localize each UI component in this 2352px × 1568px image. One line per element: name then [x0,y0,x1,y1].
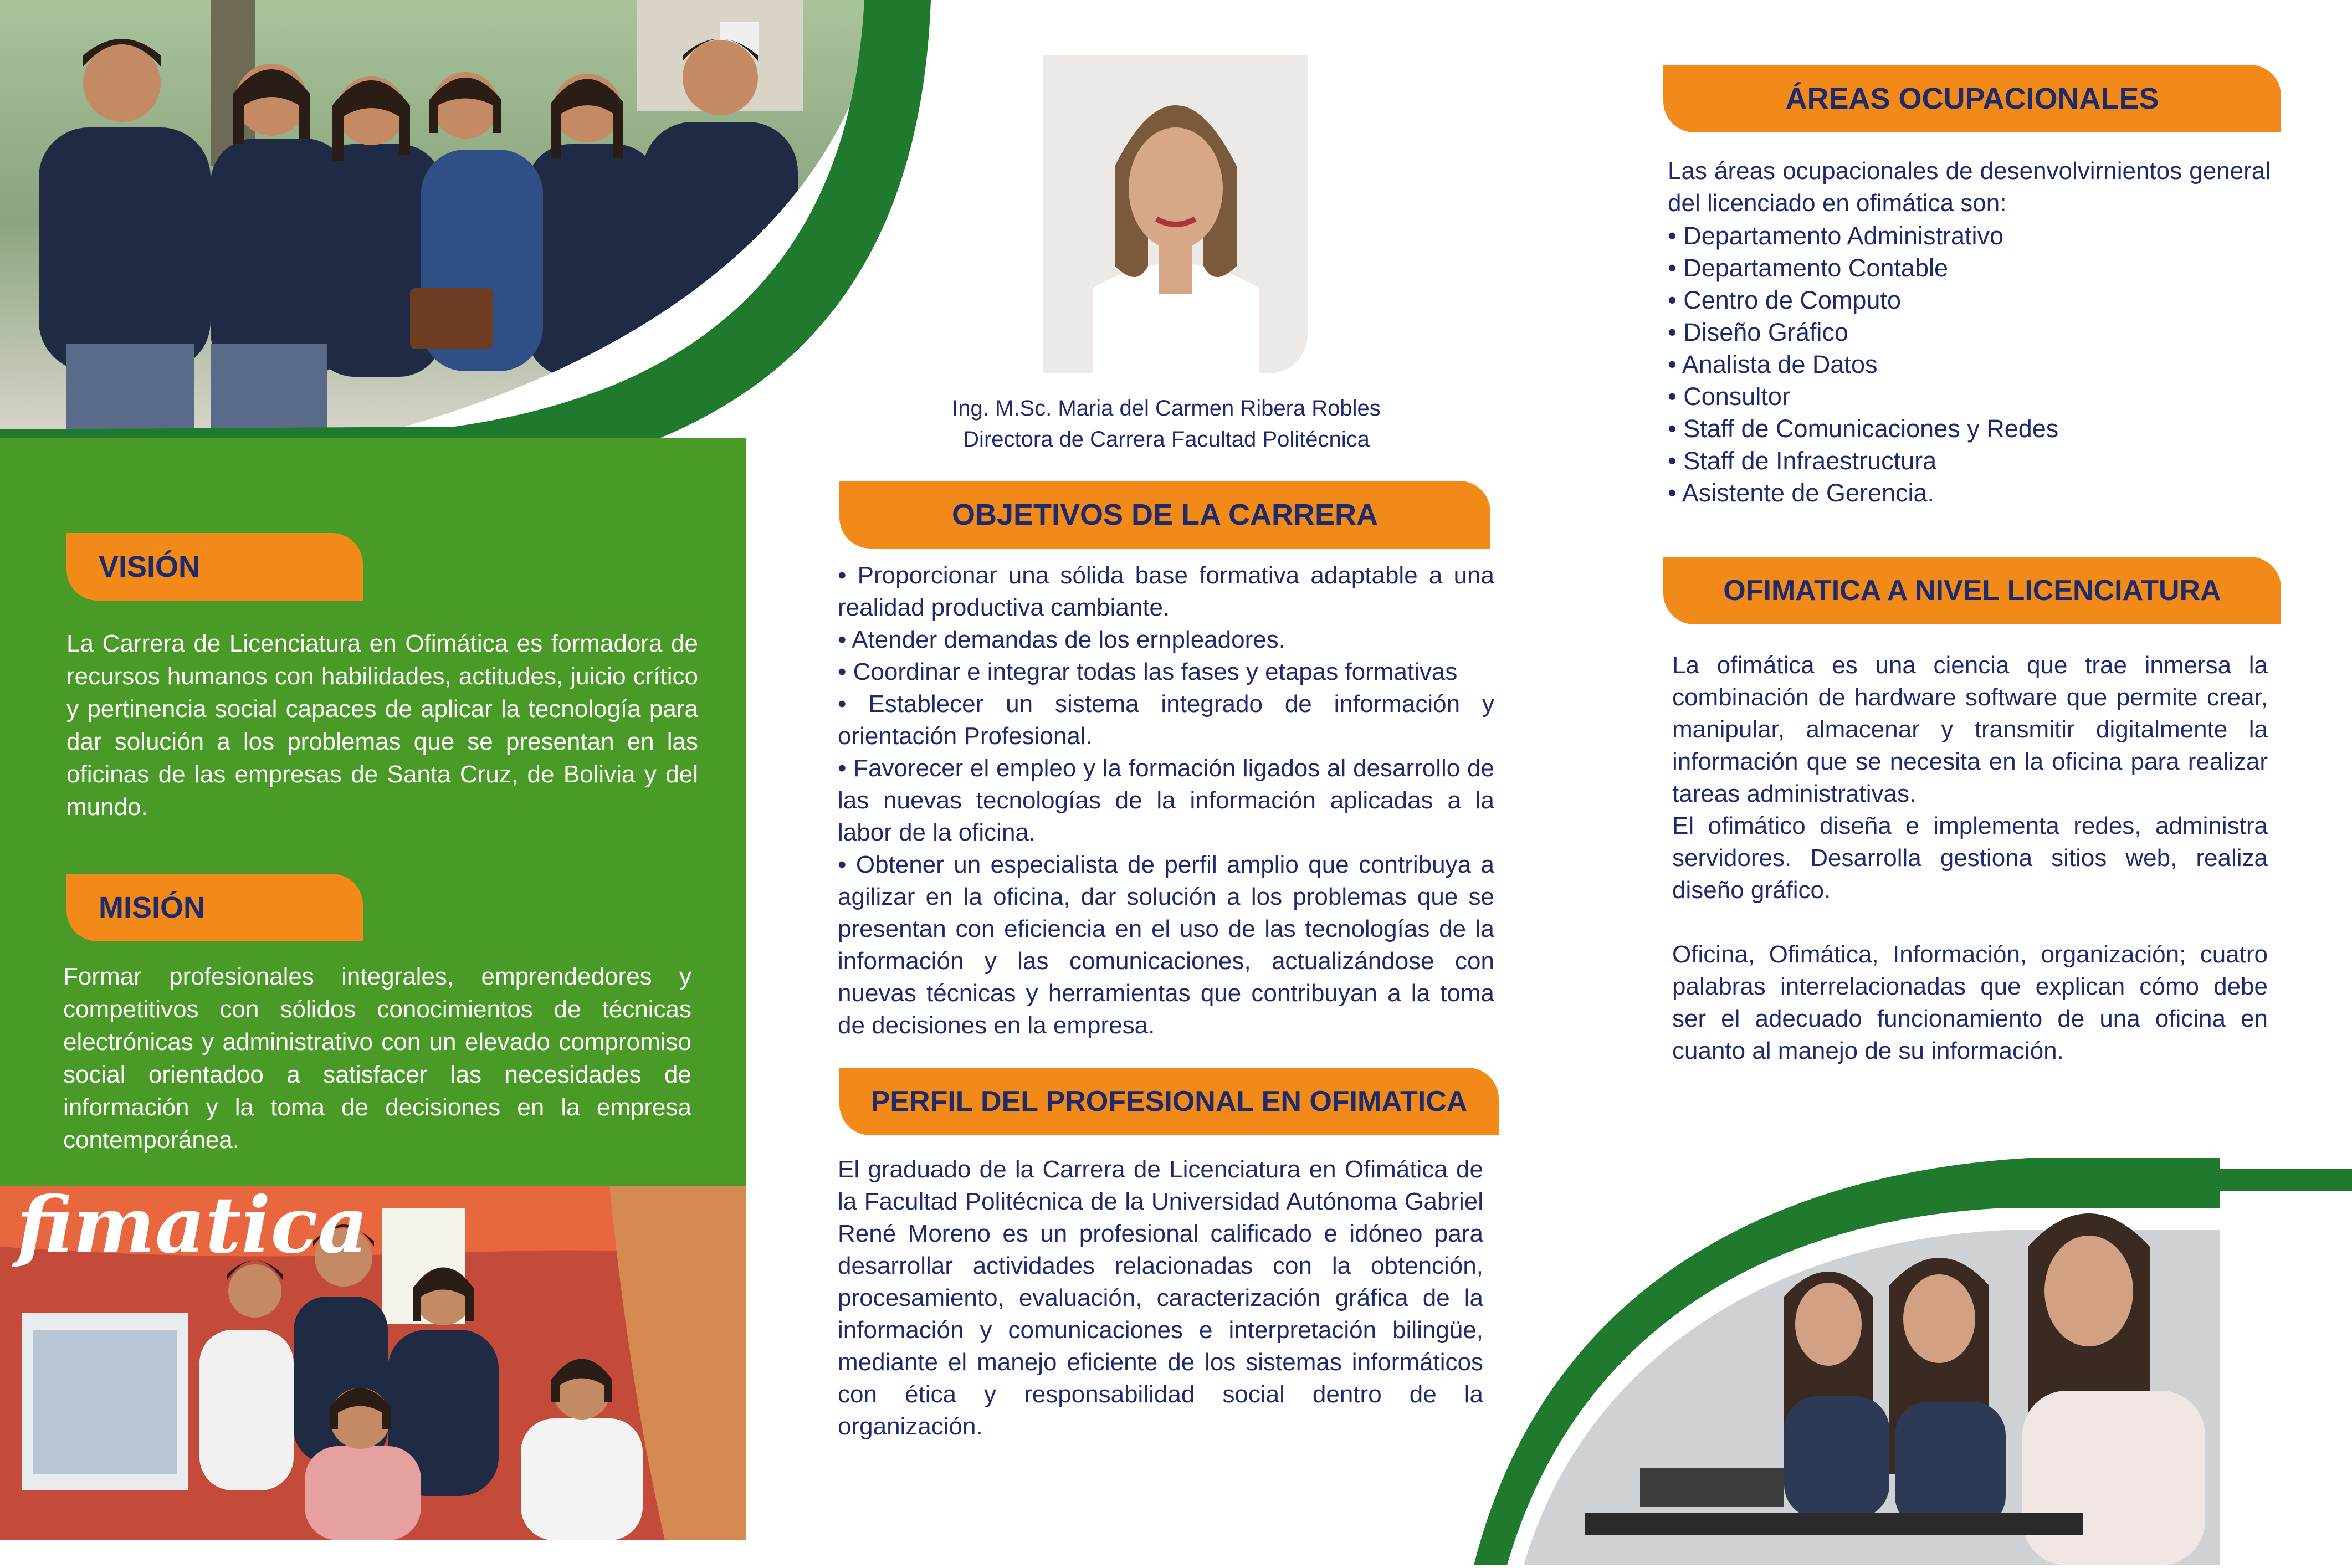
mission-title: MISIÓN [99,891,206,924]
objective-item: • Coordinar e integrar todas las fases y etapas formativas [838,658,1458,685]
area-item: • Centro de Computo [1668,286,1901,314]
mission-tab [66,874,363,941]
objectives-title: OBJETIVOS DE LA CARRERA [951,498,1379,531]
areas-list [1668,220,2272,509]
area-item: • Departamento Administrativo [1668,222,2004,250]
areas-intro-text: Las áreas ocupacionales de desenvolvirnientos general del licenciado en ofimática son: [1668,157,2271,217]
objective-item: • Favorecer el empleo y la formación ligados al desarrollo de las nuevas tecnologías de la información aplicadas a la labor de la oficina. [838,755,1494,846]
director-photo-illustration [1043,55,1308,373]
profile-paragraph: El graduado de la Carrera de Licenciatura en Ofimática de la Facultad Politécnica de la Universidad Autónoma Gabriel René Moreno es un profesional calificado e idóneo para desarrollar actividades relacionadas con la obtención, procesamiento, evaluación, caracterización gráfica de la información y comunicaciones e interpretación bilingüe, mediante el manejo eficiente de los sistemas informáticos con ética y responsabilidad social dentro de la organización. [838,1156,1483,1440]
areas-tab [1663,65,2281,132]
director-name: Ing. M.Sc. Maria del Carmen Ribera Robles [952,396,1381,421]
area-item: • Analista de Datos [1668,350,1878,378]
vision-paragraph: La Carrera de Licenciatura en Ofimática es formadora de recursos humanos con habilidades, actitudes, juicio crítico y pertinencia social capaces de aplicar la tecnología para dar solución a los problemas que se presentan en las oficinas de las empresas de Santa Cruz, de Bolivia y del mundo. [66,630,698,821]
area-item: • Departamento Contable [1668,254,1949,282]
mission-text [63,960,691,1156]
students-photo-illustration [1474,1158,2352,1565]
areas-title: ÁREAS OCUPACIONALES [1785,82,2159,115]
panel-join [0,388,776,454]
area-item: • Asistente de Gerencia. [1668,479,1935,507]
objective-item: • Atender demandas de los ernpleadores. [838,626,1285,653]
degree-tab [1663,557,2281,624]
vision-text [66,627,698,823]
objective-item: • Proporcionar una sólida base formativa adaptable a una realidad productiva cambiante. [838,562,1494,621]
objectives-list [838,560,1494,1042]
booth-banner-text: fimatica [17,1186,368,1271]
area-item: • Consultor [1668,382,1790,411]
vision-tab [66,533,363,601]
area-item: • Diseño Gráfico [1668,318,1848,346]
booth-photo [0,1186,746,1540]
profile-tab [839,1068,1499,1135]
profile-title: PERFIL DEL PROFESIONAL EN OFIMATICA [870,1085,1468,1118]
mission-paragraph: Formar profesionales integrales, emprendedores y competitivos con sólidos conocimientos de técnicas electrónicas y administrativo con un elevado compromiso social orientadoo a satisfacer las necesidades de información y la toma de decisiones en la empresa contemporánea. [63,963,691,1154]
degree-paragraph-1: La ofimática es una ciencia que trae inmersa la combinación de hardware software que permite crear, manipular, almacenar y transmitir digitalmente la información que se necesita en la oficina para realizar tareas administrativas. [1672,652,2268,807]
profile-text [838,1154,1483,1443]
areas-intro [1668,155,2271,219]
director-role: Directora de Carrera Facultad Politécnica [963,427,1370,452]
objective-item: • Obtener un especialista de perfil amplio que contribuya a agilizar en la oficina, dar solución a los problemas que se presentan con eficiencia en el uso de las tecnologías de la información y las comunicaciones, actualizándose con nuevas técnicas y herramientas que contribuyan a la toma de decisiones en la empresa. [838,851,1494,1039]
objectives-tab [839,481,1490,549]
vision-title: VISIÓN [99,550,201,583]
degree-paragraph-2: El ofimático diseña e implementa redes, administra servidores. Desarrolla gestiona sitios web, realiza diseño gráfico. [1672,812,2268,904]
degree-text [1672,649,2268,1067]
degree-title: OFIMATICA A NIVEL LICENCIATURA [1723,575,2221,607]
area-item: • Staff de Comunicaciones y Redes [1668,414,2059,443]
students-photo [1474,1158,2352,1565]
degree-paragraph-3: Oficina, Ofimática, Información, organización; cuatro palabras interrelacionadas que explican cómo debe ser el adecuado funcionamiento de una oficina en cuanto al manejo de su información. [1672,941,2268,1064]
director-portrait [1043,55,1308,373]
area-item: • Staff de Infraestructura [1668,447,1937,475]
degree-spacer [1672,906,2268,939]
objective-item: • Establecer un sistema integrado de información y orientación Profesional. [838,690,1494,750]
